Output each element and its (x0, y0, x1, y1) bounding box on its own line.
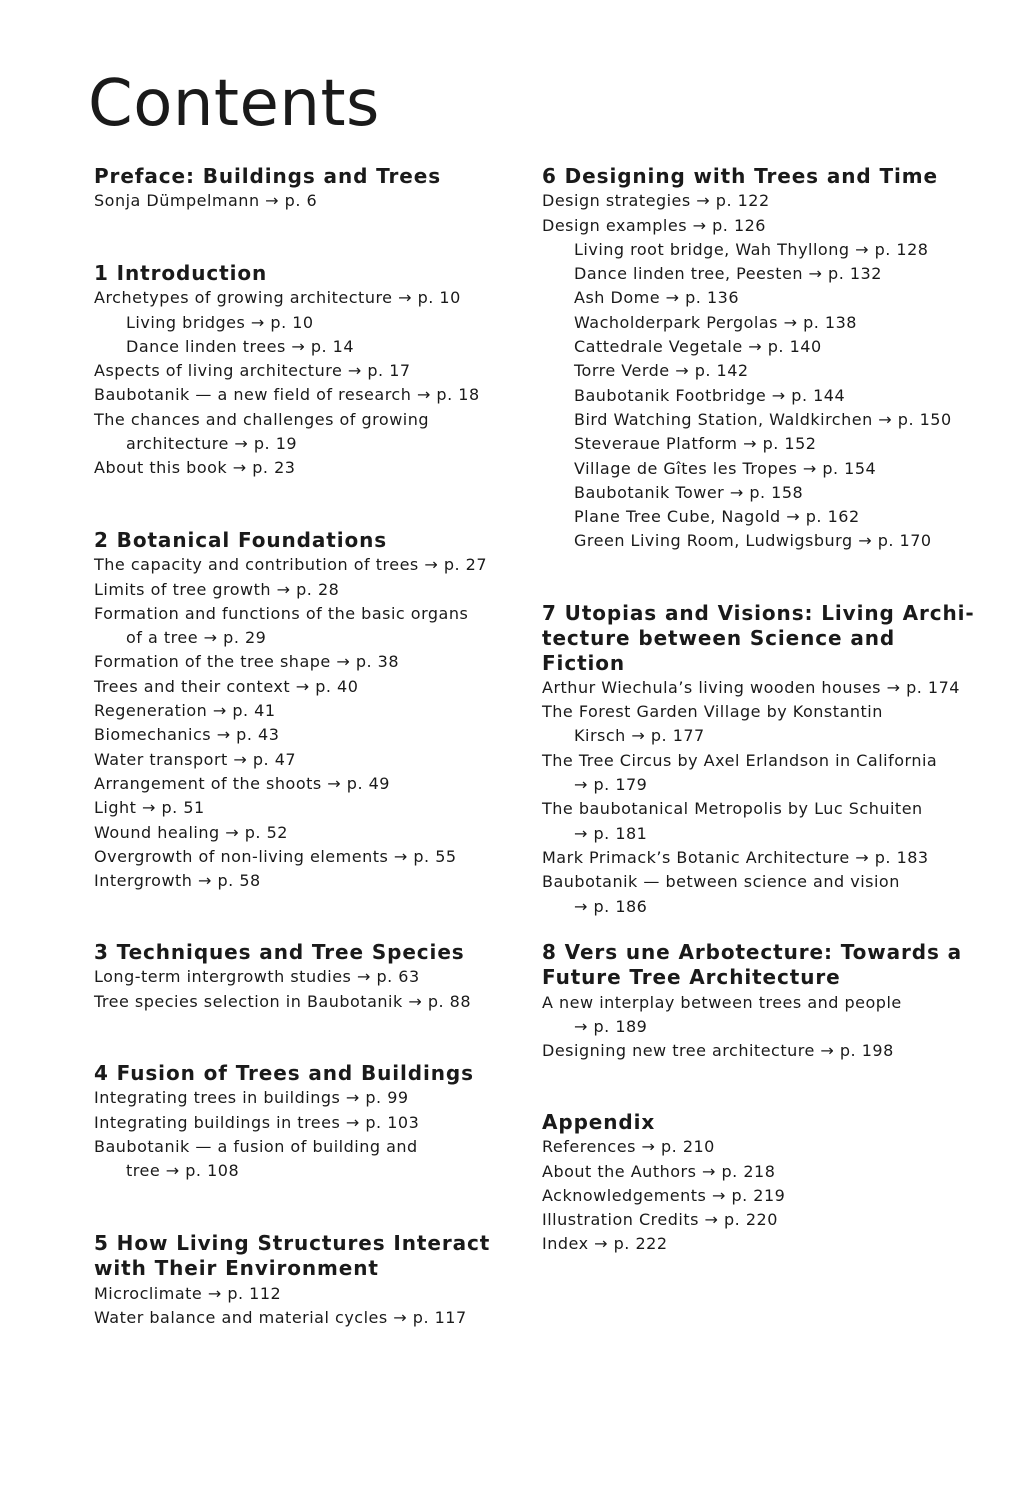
toc-section-arbotecture (542, 940, 982, 1063)
toc-entry-continuation[interactable]: → p. 186 (574, 896, 648, 916)
toc-entry[interactable]: Design strategies → p. 122 (542, 191, 770, 211)
section-title-line-1: 5 How Living Structures Interact (94, 1231, 491, 1255)
toc-entry[interactable]: Microclimate → p. 112 (94, 1283, 282, 1303)
toc-entry[interactable]: Intergrowth → p. 58 (94, 871, 261, 891)
toc-entry-continuation[interactable]: Kirsch → p. 177 (574, 726, 705, 746)
toc-entry[interactable]: Biomechanics → p. 43 (94, 725, 280, 745)
toc-entry-continuation[interactable]: → p. 181 (574, 823, 648, 843)
toc-entry[interactable]: The chances and challenges of growing (94, 409, 430, 429)
section-title: 6 Designing with Trees and Time (542, 164, 938, 188)
toc-section-designing (542, 164, 982, 554)
section-title-line-2: tecture between Science and Fiction (542, 626, 896, 675)
toc-entry[interactable]: About the Authors → p. 218 (542, 1161, 776, 1181)
toc-entry[interactable]: The Forest Garden Village by Konstantin (542, 702, 883, 722)
toc-entry[interactable]: Overgrowth of non-living elements → p. 55 (94, 846, 457, 866)
toc-entry[interactable]: Formation of the tree shape → p. 38 (94, 652, 400, 672)
toc-entry[interactable]: Formation and functions of the basic organs (94, 603, 469, 623)
toc-entry[interactable]: Aspects of living architecture → p. 17 (94, 361, 411, 381)
toc-entry[interactable]: Water transport → p. 47 (94, 749, 297, 769)
toc-entry[interactable]: Baubotanik — a new field of research → p. 18 (94, 385, 480, 405)
section-title-line-1: 7 Utopias and Visions: Living Archi- (542, 601, 975, 625)
toc-subentry[interactable]: Wacholderpark Pergolas → p. 138 (574, 312, 857, 332)
section-title: Appendix (542, 1110, 656, 1134)
toc-subentry[interactable]: Village de Gîtes les Tropes → p. 154 (574, 458, 877, 478)
toc-entry[interactable]: Integrating trees in buildings → p. 99 (94, 1088, 409, 1108)
toc-entry[interactable]: A new interplay between trees and people (542, 992, 902, 1012)
toc-section-botanical-foundations (94, 528, 534, 893)
toc-entry[interactable]: Arrangement of the shoots → p. 49 (94, 773, 390, 793)
toc-entry[interactable]: Illustration Credits → p. 220 (542, 1210, 778, 1230)
section-title-line-2: with Their Environment (94, 1256, 379, 1281)
toc-entry[interactable]: Mark Primack’s Botanic Architecture → p. 183 (542, 847, 929, 867)
toc-entry[interactable]: Acknowledgements → p. 219 (542, 1185, 786, 1205)
toc-entry[interactable]: Wound healing → p. 52 (94, 822, 288, 842)
section-title-line-1: 8 Vers une Arbotecture: Towards a (542, 940, 963, 964)
toc-entry-continuation[interactable]: architecture → p. 19 (126, 434, 298, 454)
toc-entry[interactable]: Baubotanik — a fusion of building and (94, 1136, 418, 1156)
toc-section-introduction (94, 261, 534, 481)
section-title-line-2: Future Tree Architecture (542, 965, 841, 990)
toc-subentry[interactable]: Green Living Room, Ludwigsburg → p. 170 (574, 531, 932, 551)
toc-entry[interactable]: The baubotanical Metropolis by Luc Schuiten (542, 799, 923, 819)
toc-entry[interactable]: Tree species selection in Baubotanik → p. 88 (94, 991, 471, 1011)
toc-subentry[interactable]: Baubotanik Tower → p. 158 (574, 482, 804, 502)
toc-subentry[interactable]: Baubotanik Footbridge → p. 144 (574, 385, 846, 405)
toc-entry[interactable]: Water balance and material cycles → p. 117 (94, 1307, 467, 1327)
toc-entry[interactable]: Designing new tree architecture → p. 198 (542, 1041, 894, 1061)
toc-subentry[interactable]: Cattedrale Vegetale → p. 140 (574, 337, 822, 357)
section-title: 3 Techniques and Tree Species (94, 940, 465, 964)
toc-entry[interactable]: The capacity and contribution of trees → p. 27 (94, 555, 488, 575)
toc-entry[interactable]: Index → p. 222 (542, 1234, 668, 1254)
toc-section-fusion (94, 1061, 534, 1183)
toc-subentry[interactable]: Torre Verde → p. 142 (574, 361, 749, 381)
toc-section-appendix (542, 1110, 982, 1257)
toc-subentry[interactable]: Dance linden trees → p. 14 (126, 336, 355, 356)
toc-entry[interactable]: Light → p. 51 (94, 798, 205, 818)
toc-subentry[interactable]: Living bridges → p. 10 (126, 312, 314, 332)
toc-subentry[interactable]: Plane Tree Cube, Nagold → p. 162 (574, 507, 860, 527)
section-title: 2 Botanical Foundations (94, 528, 388, 552)
toc-subentry[interactable]: Steveraue Platform → p. 152 (574, 434, 817, 454)
toc-entry-continuation[interactable]: → p. 179 (574, 775, 648, 795)
toc-entry-continuation[interactable]: → p. 189 (574, 1016, 648, 1036)
toc-entry[interactable]: Sonja Dümpelmann → p. 6 (94, 191, 318, 211)
toc-entry[interactable]: The Tree Circus by Axel Erlandson in California (542, 750, 938, 770)
toc-entry[interactable]: Limits of tree growth → p. 28 (94, 579, 340, 599)
toc-section-utopias (542, 601, 982, 919)
toc-entry[interactable]: Arthur Wiechula’s living wooden houses → p. 174 (542, 677, 960, 697)
toc-entry[interactable]: Long-term intergrowth studies → p. 63 (94, 967, 420, 987)
toc-entry[interactable]: Integrating buildings in trees → p. 103 (94, 1112, 420, 1132)
toc-entry-continuation[interactable]: tree → p. 108 (126, 1161, 240, 1181)
toc-section-preface (94, 164, 534, 214)
toc-subentry[interactable]: Bird Watching Station, Waldkirchen → p. 150 (574, 409, 952, 429)
toc-entry[interactable]: Trees and their context → p. 40 (94, 676, 359, 696)
section-title: 1 Introduction (94, 261, 268, 285)
page-title: Contents (88, 67, 380, 141)
toc-entry[interactable]: Baubotanik — between science and vision (542, 872, 900, 892)
toc-entry-continuation[interactable]: of a tree → p. 29 (126, 628, 267, 648)
section-title: 4 Fusion of Trees and Buildings (94, 1061, 474, 1085)
toc-subentry[interactable]: Living root bridge, Wah Thyllong → p. 128 (574, 239, 929, 259)
toc-entry[interactable]: About this book → p. 23 (94, 458, 296, 478)
section-title: Preface: Buildings and Trees (94, 164, 442, 188)
toc-section-living-structures (94, 1231, 534, 1330)
toc-subentry[interactable]: Dance linden tree, Peesten → p. 132 (574, 264, 882, 284)
toc-entry[interactable]: Regeneration → p. 41 (94, 701, 276, 721)
toc-subentry[interactable]: Ash Dome → p. 136 (574, 288, 739, 308)
toc-entry[interactable]: References → p. 210 (542, 1137, 715, 1157)
toc-entry[interactable]: Design examples → p. 126 (542, 215, 766, 235)
toc-entry[interactable]: Archetypes of growing architecture → p. 10 (94, 288, 461, 308)
toc-section-techniques (94, 940, 534, 1014)
